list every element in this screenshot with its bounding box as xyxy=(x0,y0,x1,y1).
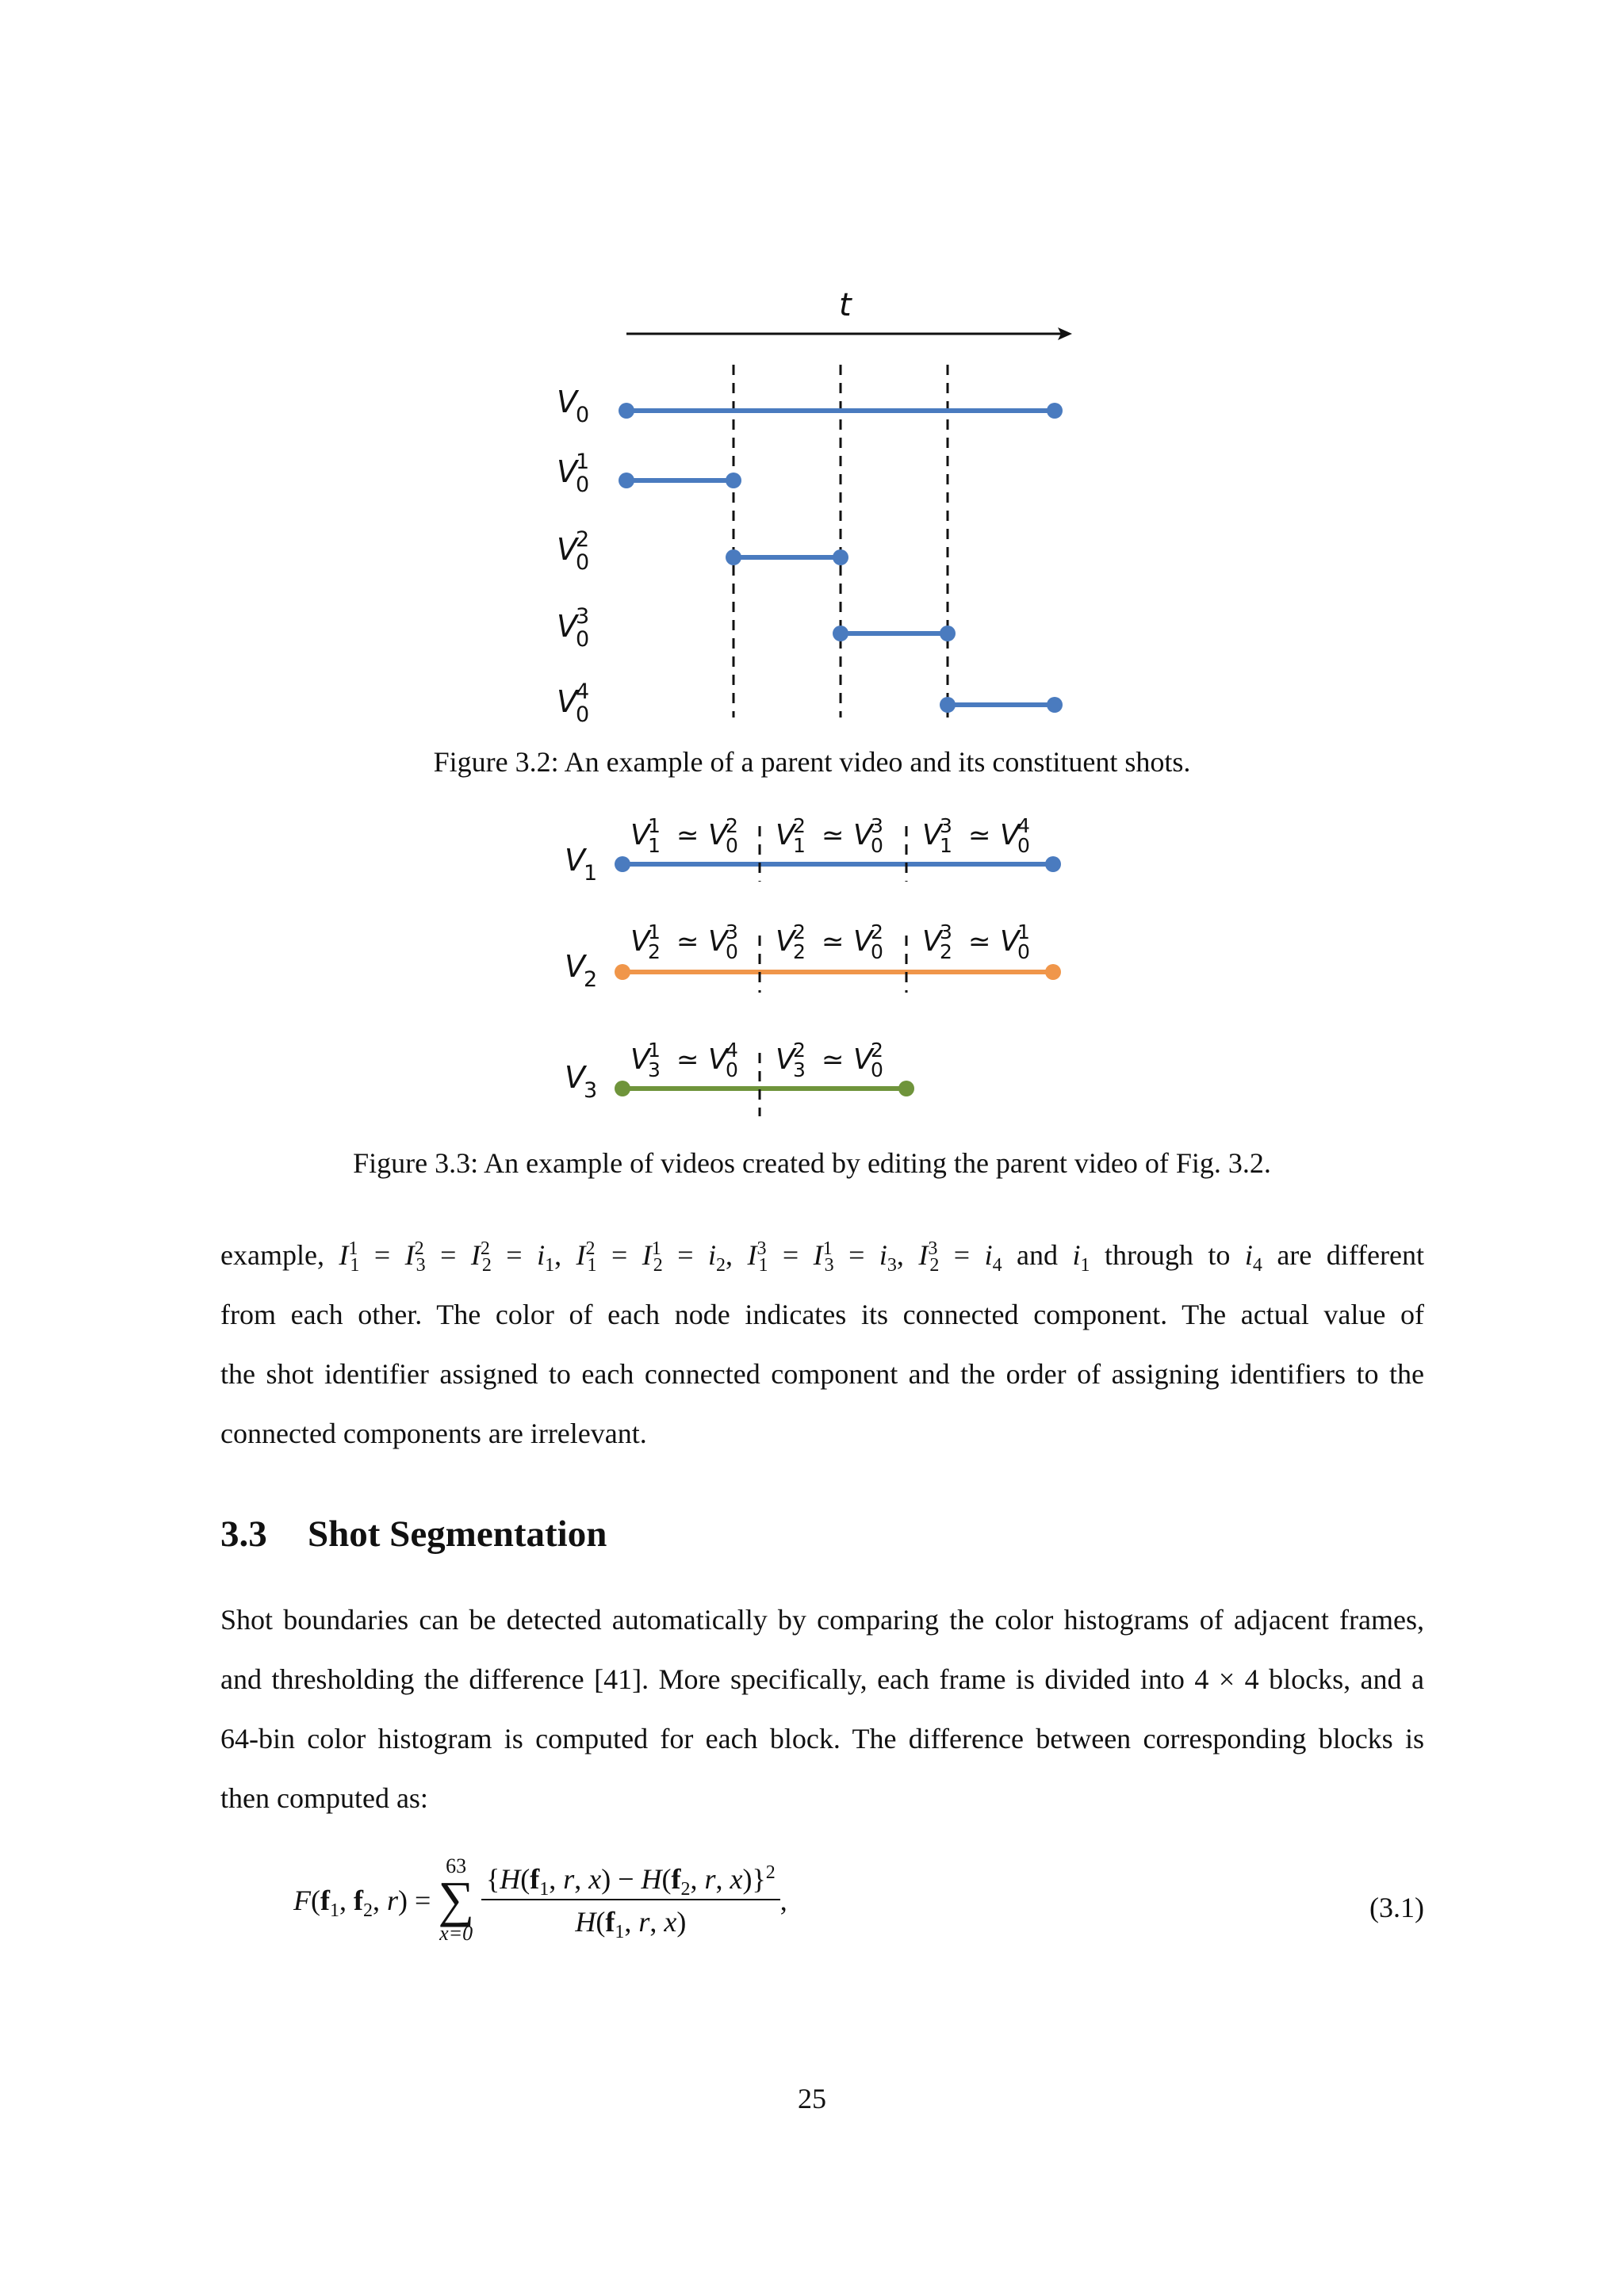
paragraph-connected-components xyxy=(220,1226,1424,1464)
paragraph-2-line-3: 64-bin color histogram is computed for each block. The difference between corresponding blocks is xyxy=(220,1723,1424,1755)
svg-text:≃: ≃ xyxy=(968,926,991,958)
svg-text:1: 1 xyxy=(793,834,806,857)
svg-text:2: 2 xyxy=(584,967,598,992)
svg-text:1: 1 xyxy=(648,1039,661,1062)
svg-text:0: 0 xyxy=(726,940,738,963)
svg-text:V: V xyxy=(557,385,577,419)
svg-text:V: V xyxy=(776,1043,795,1076)
row-label-v2 xyxy=(565,949,597,992)
svg-text:3: 3 xyxy=(871,814,883,837)
svg-text:0: 0 xyxy=(726,1058,738,1081)
svg-text:V: V xyxy=(853,1043,873,1076)
svg-text:V: V xyxy=(708,925,728,958)
svg-text:3: 3 xyxy=(940,920,952,943)
svg-text:V: V xyxy=(708,819,728,851)
svg-text:3: 3 xyxy=(648,1058,661,1081)
svg-text:0: 0 xyxy=(576,627,590,652)
svg-text:2: 2 xyxy=(871,920,883,943)
svg-text:4: 4 xyxy=(1017,814,1030,837)
paragraph-2-line-2: and thresholding the difference [41]. More specifically, each frame is divided into 4 × 4 blocks, and a xyxy=(220,1663,1424,1695)
svg-text:2: 2 xyxy=(648,940,661,963)
svg-text:2: 2 xyxy=(576,527,590,552)
row-label-v3 xyxy=(565,1060,597,1103)
section-number: 3.3 xyxy=(220,1513,267,1555)
segment-label-v2-1 xyxy=(630,920,738,963)
svg-text:0: 0 xyxy=(576,403,590,427)
svg-text:V: V xyxy=(776,925,795,958)
svg-text:2: 2 xyxy=(793,814,806,837)
svg-text:≃: ≃ xyxy=(822,820,845,851)
svg-text:≃: ≃ xyxy=(968,820,991,851)
time-axis-label: t xyxy=(839,287,852,323)
svg-text:V: V xyxy=(557,609,577,644)
svg-text:0: 0 xyxy=(871,1058,883,1081)
svg-text:0: 0 xyxy=(576,473,590,497)
svg-text:V: V xyxy=(557,532,577,567)
svg-text:0: 0 xyxy=(871,940,883,963)
svg-text:V: V xyxy=(557,684,577,719)
paragraph-2-line-1: Shot boundaries can be detected automatically by comparing the color histograms of adjacent frames, xyxy=(220,1604,1424,1636)
svg-text:0: 0 xyxy=(871,834,883,857)
svg-text:V: V xyxy=(557,454,577,489)
equation-fraction: $\frac{\{H(f_1, r, x) - H(f_2, r, x)\}^2}{H(f_1, r, x)}$ xyxy=(481,1862,780,1938)
row-label-v1 xyxy=(565,843,597,886)
svg-text:1: 1 xyxy=(648,834,661,857)
svg-text:3: 3 xyxy=(793,1058,806,1081)
segment-label-v2-2 xyxy=(776,920,883,963)
svg-text:V: V xyxy=(922,925,942,958)
svg-text:1: 1 xyxy=(584,861,598,886)
svg-text:0: 0 xyxy=(576,550,590,575)
figure-3-3-caption: Figure 3.3: An example of videos created by editing the parent video of Fig. 3.2. xyxy=(353,1147,1271,1179)
svg-text:≃: ≃ xyxy=(822,926,845,958)
figure-3-3 xyxy=(0,0,1624,1142)
svg-text:V: V xyxy=(630,819,650,851)
svg-text:V: V xyxy=(776,819,795,851)
svg-text:3: 3 xyxy=(726,920,738,943)
svg-text:4: 4 xyxy=(726,1039,738,1062)
section-heading xyxy=(220,1513,607,1556)
svg-text:2: 2 xyxy=(940,940,952,963)
svg-text:1: 1 xyxy=(940,834,952,857)
paragraph-1-line-2: from each other. The color of each node indicates its connected component. The actual value of xyxy=(220,1299,1424,1330)
svg-text:4: 4 xyxy=(576,679,590,704)
svg-text:V: V xyxy=(630,925,650,958)
svg-text:1: 1 xyxy=(1017,920,1030,943)
paragraph-1-line-1: example, $I^1_1 = I^2_3 = I^2_2 = i_1$, $I^2_1 = I^1_2 = i_2$, $I^3_1 = I^1_3 = i_3$, $I^3_2 = i_4$ and $i_1$ through to $i_4$ are different xyxy=(220,1238,1424,1276)
svg-text:2: 2 xyxy=(793,1039,806,1062)
svg-text:V: V xyxy=(565,843,585,878)
summation-operator: 63 ∑ x=0 xyxy=(438,1854,474,1945)
svg-text:V: V xyxy=(853,925,873,958)
paragraph-1-line-4: connected components are irrelevant. xyxy=(220,1418,647,1449)
equation-number: (3.1) xyxy=(1369,1892,1424,1923)
segment-label-v1-2 xyxy=(776,814,883,857)
segment-label-v3-1 xyxy=(630,1039,738,1081)
svg-text:V: V xyxy=(630,1043,650,1076)
paragraph-1-line-3: the shot identifier assigned to each connected component and the order of assigning identifiers to the xyxy=(220,1358,1424,1390)
section-title: Shot Segmentation xyxy=(308,1513,607,1555)
svg-text:2: 2 xyxy=(726,814,738,837)
segment-label-v1-1 xyxy=(630,814,738,857)
svg-text:V: V xyxy=(565,1060,585,1095)
svg-text:3: 3 xyxy=(576,604,590,629)
svg-text:3: 3 xyxy=(940,814,952,837)
svg-text:V: V xyxy=(708,1043,728,1076)
segment-label-v3-2 xyxy=(776,1039,883,1081)
svg-text:≃: ≃ xyxy=(676,926,699,958)
svg-text:1: 1 xyxy=(648,920,661,943)
svg-text:2: 2 xyxy=(793,920,806,943)
paragraph-shot-segmentation xyxy=(220,1590,1424,1828)
svg-text:0: 0 xyxy=(1017,940,1030,963)
equation-3-1: $F(f_1$, $f_2$, r) = 63 ∑ x=0 $\frac{\{H(f_1, r, x) - H(f_2, r, x)\}^2}{H(f_1, r, x)}$ , xyxy=(293,1854,787,1945)
svg-text:1: 1 xyxy=(576,450,590,474)
svg-text:3: 3 xyxy=(584,1078,598,1103)
svg-text:V: V xyxy=(922,819,942,851)
svg-text:V: V xyxy=(565,949,585,984)
svg-text:2: 2 xyxy=(871,1039,883,1062)
svg-text:0: 0 xyxy=(726,834,738,857)
segment-label-v1-3 xyxy=(922,814,1030,857)
svg-text:V: V xyxy=(1000,819,1020,851)
figure-3-2-caption: Figure 3.2: An example of a parent video and its constituent shots. xyxy=(433,746,1191,778)
svg-text:≃: ≃ xyxy=(676,820,699,851)
svg-text:≃: ≃ xyxy=(676,1044,699,1076)
page-number: 25 xyxy=(798,2083,826,2114)
svg-text:≃: ≃ xyxy=(822,1044,845,1076)
svg-text:1: 1 xyxy=(648,814,661,837)
svg-text:2: 2 xyxy=(793,940,806,963)
svg-text:0: 0 xyxy=(576,702,590,727)
paragraph-2-line-4: then computed as: xyxy=(220,1782,428,1814)
segment-label-v2-3 xyxy=(922,920,1030,963)
svg-text:V: V xyxy=(1000,925,1020,958)
svg-text:V: V xyxy=(853,819,873,851)
svg-text:0: 0 xyxy=(1017,834,1030,857)
